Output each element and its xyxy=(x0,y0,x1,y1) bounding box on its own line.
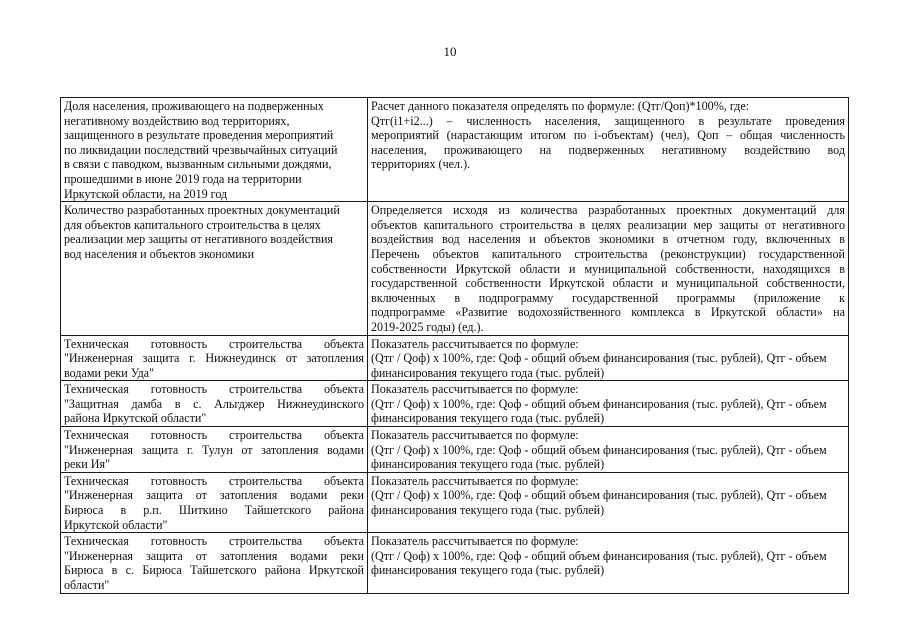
indicator-line: "Инженерная защита от затопления водами реки xyxy=(64,548,364,563)
indicator-line: района Иркутской области" xyxy=(64,411,207,426)
method-line: собственности Иркутской области и муниципальной собственности, находящихся в xyxy=(371,261,845,276)
method-line: Показатель рассчитывается по формуле: xyxy=(371,534,579,549)
method-line: 2019-2025 годы) (ед.). xyxy=(371,319,484,334)
method-line: (Qтг / Qоф) х 100%, где: Qоф - общий объем финансирования (тыс. рублей), Qтг - объем xyxy=(371,548,827,563)
indicator-cell xyxy=(61,472,368,532)
method-cell xyxy=(368,335,849,381)
method-line: Определяется исходя из количества разработанных проектных документаций для xyxy=(371,203,845,218)
method-cell xyxy=(368,472,849,532)
table-row xyxy=(61,335,849,381)
indicator-line: Бирюса в с. Бирюса Тайшетского района Иркутской xyxy=(64,563,364,578)
indicator-line: вод населения и объектов экономики xyxy=(64,246,255,261)
indicator-line: "Инженерная защита г. Нижнеудинск от затопления xyxy=(64,351,364,366)
method-line: Qтг(i1+i2...) – численность населения, защищенного в результате проведения xyxy=(371,113,845,128)
method-line: Показатель рассчитывается по формуле: xyxy=(371,428,579,443)
indicator-line: для объектов капитального строительства в целях xyxy=(64,217,321,232)
method-line: (Qтг / Qоф) х 100%, где: Qоф - общий объем финансирования (тыс. рублей), Qтг - объем xyxy=(371,442,827,457)
method-line: Перечень объектов капитального строительства (реконструкции) государственной xyxy=(371,246,845,261)
indicator-cell xyxy=(61,98,368,202)
table-row xyxy=(61,427,849,473)
indicator-line: в связи с паводком, вызванным сильными дождями, xyxy=(64,157,332,172)
indicator-line: Техническая готовность строительства объекта xyxy=(64,534,364,549)
indicator-line: Техническая готовность строительства объекта xyxy=(64,336,364,351)
indicator-cell xyxy=(61,381,368,427)
method-line: финансирования текущего года (тыс. рублей) xyxy=(371,503,605,518)
method-line: населения, проживающего на подверженных негативному воздействию вод xyxy=(371,142,845,157)
table-row xyxy=(61,98,849,202)
indicator-line: "Инженерная защита г. Тулун от затопления водами xyxy=(64,442,364,457)
method-line: (Qтг / Qоф) х 100%, где: Qоф - общий объем финансирования (тыс. рублей), Qтг - объем xyxy=(371,396,827,411)
method-line: подпрограмме «Развитие водохозяйственного комплекса в Иркутской области» на xyxy=(371,305,845,320)
method-line: (Qтг / Qоф) х 100%, где: Qоф - общий объем финансирования (тыс. рублей), Qтг - объем xyxy=(371,488,827,503)
indicator-line: по ликвидации последствий чрезвычайных ситуаций xyxy=(64,142,338,157)
table-row xyxy=(61,472,849,532)
indicator-line: Техническая готовность строительства объекта xyxy=(64,473,364,488)
method-line: Показатель рассчитывается по формуле: xyxy=(371,382,579,397)
method-line: финансирования текущего года (тыс. рублей) xyxy=(371,365,605,380)
page-number: 10 xyxy=(443,44,457,59)
indicator-line: Иркутской области, на 2019 год xyxy=(64,186,228,201)
method-cell xyxy=(368,427,849,473)
indicator-line: области" xyxy=(64,578,110,592)
indicator-line: прошедшими в июне 2019 года на территории xyxy=(64,171,302,186)
indicator-cell xyxy=(61,533,368,593)
indicator-line: Иркутской области" xyxy=(64,517,168,532)
indicators-table xyxy=(60,97,849,594)
method-cell xyxy=(368,98,849,202)
method-line: включенных в подпрограмму государственной программы (приложение к xyxy=(371,290,845,305)
method-cell xyxy=(368,381,849,427)
indicator-line: защищенного в результате проведения мероприятий xyxy=(64,128,334,143)
method-line: финансирования текущего года (тыс. рублей) xyxy=(371,563,605,578)
indicator-line: Техническая готовность строительства объекта xyxy=(64,428,364,443)
indicator-line: "Защитная дамба в с. Альгджер Нижнеудинского xyxy=(64,396,364,411)
indicator-line: Бирюса в р.п. Шиткино Тайшетского района xyxy=(64,503,364,518)
indicator-line: реализации мер защиты от негативного воздействия xyxy=(64,232,333,247)
method-line: Показатель рассчитывается по формуле: xyxy=(371,473,579,488)
table-row xyxy=(61,202,849,335)
method-line: финансирования текущего года (тыс. рублей) xyxy=(371,411,605,426)
method-line: государственной собственности Иркутской области и муниципальной собственности, xyxy=(371,276,845,291)
method-cell xyxy=(368,202,849,335)
method-line: финансирования текущего года (тыс. рублей) xyxy=(371,457,605,472)
indicator-line: Техническая готовность строительства объекта xyxy=(64,382,364,397)
method-line: Показатель рассчитывается по формуле: xyxy=(371,336,579,351)
indicator-cell xyxy=(61,335,368,381)
indicator-line: реки Ия" xyxy=(64,457,111,472)
indicator-line: негативному воздействию вод территориях, xyxy=(64,113,290,128)
indicator-cell xyxy=(61,427,368,473)
indicator-line: Количество разработанных проектных документаций xyxy=(64,203,340,218)
indicator-line: "Инженерная защита от затопления водами реки xyxy=(64,488,364,503)
indicator-cell xyxy=(61,202,368,335)
method-line: объектов капитального строительства в целях реализации мер защиты от негативного xyxy=(371,217,845,232)
table-row xyxy=(61,533,849,593)
method-line: Расчет данного показателя определять по формуле: (Qтг/Qоп)*100%, где: xyxy=(371,99,750,113)
indicator-line: Доля населения, проживающего на подверженных xyxy=(64,99,324,113)
method-cell xyxy=(368,533,849,593)
method-line: территориях (чел.). xyxy=(371,157,471,172)
method-line: (Qтг / Qоф) х 100%, где: Qоф - общий объем финансирования (тыс. рублей), Qтг - объем xyxy=(371,351,827,366)
indicator-line: водами реки Уда" xyxy=(64,365,155,380)
method-line: воздействия вод населения и объектов экономики в отчетном году, включенных в xyxy=(371,232,845,247)
method-line: мероприятий (нарастающим итогом по i-объектам) (чел), Qоп – общая численность xyxy=(371,128,845,143)
table-row xyxy=(61,381,849,427)
